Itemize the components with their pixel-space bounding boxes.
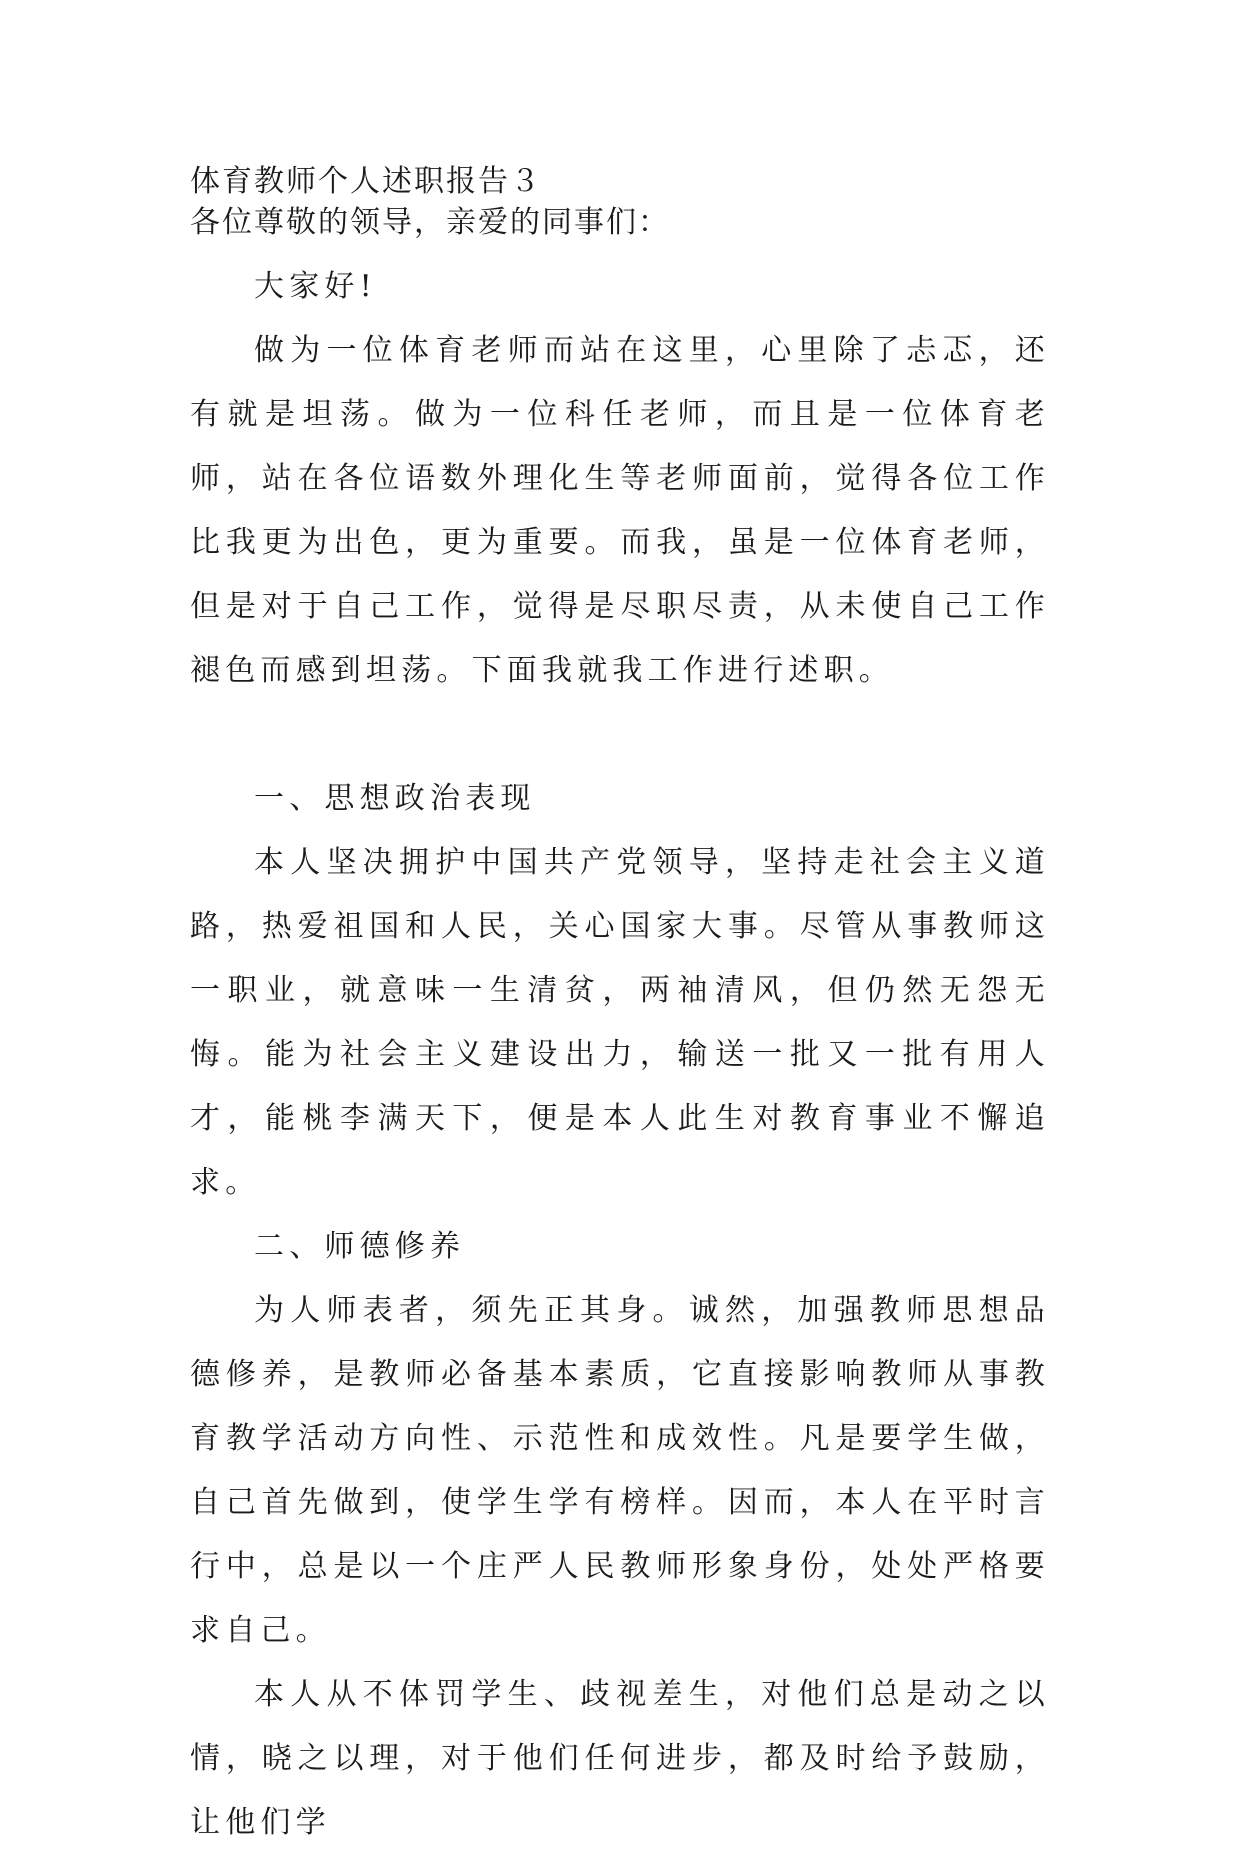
hello-paragraph: 大家好! — [254, 269, 377, 304]
section2-heading: 二、师德修养 — [254, 1229, 466, 1264]
intro-paragraph: 做为一位体育老师而站在这里，心里除了忐忑，还有就是坦荡。做为一位科任老师，而且是一位体育老师，站在各位语数外理化生等老师面前，觉得各位工作比我更为出色，更为重要。而我，虽是一位体育老师，但是对于自己工作，觉得是尽职尽责，从未使自己工作褪色而感到坦荡。下面我就我工作进行述职。 — [190, 333, 1050, 688]
section1-paragraph: 本人坚决拥护中国共产党领导，坚持走社会主义道路，热爱祖国和人民，关心国家大事。尽管从事教师这一职业，就意味一生清贫，两袖清风，但仍然无怨无悔。能为社会主义建设出力，输送一批又一批有用人才，能桃李满天下，便是本人此生对教育事业不懈追求。 — [190, 845, 1050, 1200]
document-page — [190, 163, 1050, 1855]
greeting-line: 各位尊敬的领导，亲爱的同事们： — [190, 205, 670, 240]
section2-paragraph-2: 本人从不体罚学生、歧视差生，对他们总是动之以情，晓之以理，对于他们任何进步，都及时给予鼓励，让他们学 — [190, 1677, 1050, 1840]
section2-paragraph: 为人师表者，须先正其身。诚然，加强教师思想品德修养，是教师必备基本素质，它直接影响教师从事教育教学活动方向性、示范性和成效性。凡是要学生做，自己首先做到，使学生学有榜样。因而，本人在平时言行中，总是以一个庄严人民教师形象身份，处处严格要求自己。 — [190, 1293, 1050, 1648]
section1-heading: 一、思想政治表现 — [254, 781, 536, 816]
blank-line — [190, 703, 1050, 767]
document-title: 体育教师个人述职报告３ — [190, 164, 542, 199]
